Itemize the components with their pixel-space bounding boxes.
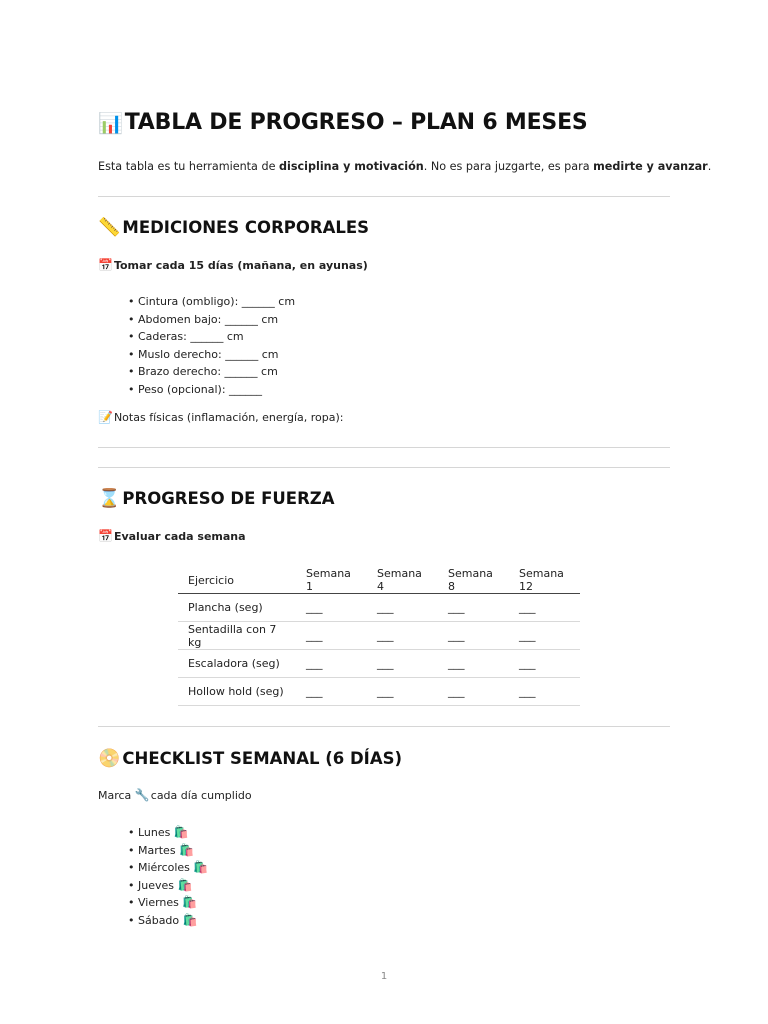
column-header: Semana 12 xyxy=(509,567,580,594)
table-row xyxy=(178,594,580,622)
table-cell: ___ xyxy=(296,622,367,650)
intro-text-2: . No es para juzgarte, es para xyxy=(423,160,594,173)
shopping-bags-icon: 🛍️ xyxy=(182,895,198,910)
divider xyxy=(98,447,670,448)
shopping-bags-icon: 🛍️ xyxy=(177,877,193,892)
day-label: • Lunes xyxy=(128,826,171,839)
day-label: • Sábado xyxy=(128,913,180,927)
bar-chart-icon: 📊 xyxy=(98,110,123,135)
divider xyxy=(98,467,670,468)
instruction-text-post: cada día cumplido xyxy=(150,788,252,802)
checklist-item-jueves[interactable] xyxy=(128,877,208,895)
fuerza-frequency-text: Evaluar cada semana xyxy=(113,529,246,543)
table-row xyxy=(178,622,580,650)
table-cell: ___ xyxy=(509,650,580,678)
day-label: • Viernes xyxy=(128,896,179,910)
table-row xyxy=(178,678,580,706)
table-cell: ___ xyxy=(296,650,367,678)
table-cell: ___ xyxy=(509,622,580,650)
physical-notes-text: Notas físicas (inflamación, energía, ropa): xyxy=(113,410,344,424)
memo-icon: 📝 xyxy=(98,410,113,424)
table-cell: ___ xyxy=(367,678,438,706)
checklist-item-miercoles[interactable] xyxy=(128,859,208,877)
page-title-text: TABLA DE PROGRESO – PLAN 6 MESES xyxy=(124,110,588,135)
intro-text-1: Esta tabla es tu herramienta de xyxy=(98,160,280,173)
section-heading-text: CHECKLIST SEMANAL (6 DÍAS) xyxy=(122,749,403,768)
day-label: • Jueves xyxy=(128,878,174,892)
intro-bold-2: medirte y avanzar xyxy=(593,160,708,173)
section-heading-fuerza xyxy=(98,488,335,509)
checklist-item-viernes[interactable] xyxy=(128,894,208,912)
table-cell: ___ xyxy=(296,594,367,622)
disc-icon: 📀 xyxy=(98,748,121,769)
shopping-bags-icon: 🛍️ xyxy=(179,842,195,857)
intro-text-3: . xyxy=(707,160,712,173)
instruction-text-pre: Marca xyxy=(98,788,135,802)
section-heading-mediciones xyxy=(98,217,369,238)
page-number: 1 xyxy=(380,971,388,982)
table-cell: ___ xyxy=(367,594,438,622)
fuerza-frequency xyxy=(98,529,246,543)
day-label: • Martes xyxy=(128,843,176,857)
column-header: Semana 8 xyxy=(438,567,509,594)
mediciones-frequency xyxy=(98,258,368,272)
intro-bold-1: disciplina y motivación xyxy=(279,160,424,173)
shopping-bags-icon: 🛍️ xyxy=(182,912,198,927)
shopping-bags-icon: 🛍️ xyxy=(193,860,209,875)
table-cell: ___ xyxy=(509,678,580,706)
table-cell: ___ xyxy=(367,650,438,678)
list-item: • Brazo derecho: ______ cm xyxy=(128,365,278,379)
calendar-icon: 📅 xyxy=(98,529,113,543)
table-header-row xyxy=(178,567,580,594)
table-cell: ___ xyxy=(438,622,509,650)
table-cell: ___ xyxy=(438,678,509,706)
table-cell: ___ xyxy=(509,594,580,622)
section-heading-checklist xyxy=(98,748,402,769)
ruler-icon: 📏 xyxy=(98,217,121,238)
table-cell: Sentadilla con 7 kg xyxy=(178,622,296,650)
column-header: Semana 1 xyxy=(296,567,367,594)
wrench-icon: 🔧 xyxy=(134,788,150,802)
strength-table xyxy=(178,567,580,706)
column-header: Ejercicio xyxy=(178,567,296,594)
table-cell: ___ xyxy=(296,678,367,706)
shopping-bags-icon: 🛍️ xyxy=(173,825,189,839)
table-row xyxy=(178,650,580,678)
physical-notes xyxy=(98,410,344,424)
mediciones-frequency-text: Tomar cada 15 días (mañana, en ayunas) xyxy=(113,258,368,272)
checklist-item-sabado[interactable] xyxy=(128,912,208,930)
table-cell: ___ xyxy=(438,594,509,622)
page-title xyxy=(98,110,588,135)
divider xyxy=(98,726,670,727)
list-item: • Abdomen bajo: ______ cm xyxy=(128,312,279,326)
list-item: • Peso (opcional): ______ xyxy=(128,382,263,396)
checklist-item-lunes[interactable] xyxy=(128,824,208,842)
section-heading-text: PROGRESO DE FUERZA xyxy=(122,489,335,508)
measurements-list xyxy=(128,293,295,399)
list-item: • Caderas: ______ cm xyxy=(128,330,244,344)
calendar-icon: 📅 xyxy=(98,258,113,272)
divider xyxy=(98,196,670,197)
column-header: Semana 4 xyxy=(367,567,438,594)
weekday-checklist xyxy=(128,824,208,930)
checklist-item-martes[interactable] xyxy=(128,842,208,860)
section-heading-text: MEDICIONES CORPORALES xyxy=(122,218,370,237)
list-item: • Muslo derecho: ______ cm xyxy=(128,347,279,361)
table-cell: Hollow hold (seg) xyxy=(178,678,296,706)
table-cell: ___ xyxy=(367,622,438,650)
checklist-instruction xyxy=(98,788,252,802)
table-cell: Escaladora (seg) xyxy=(178,650,296,678)
table-cell: Plancha (seg) xyxy=(178,594,296,622)
day-label: • Miércoles xyxy=(128,861,190,875)
intro-paragraph xyxy=(98,160,711,173)
hourglass-icon: ⌛ xyxy=(98,488,121,509)
table-cell: ___ xyxy=(438,650,509,678)
list-item: • Cintura (ombligo): ______ cm xyxy=(128,295,296,308)
